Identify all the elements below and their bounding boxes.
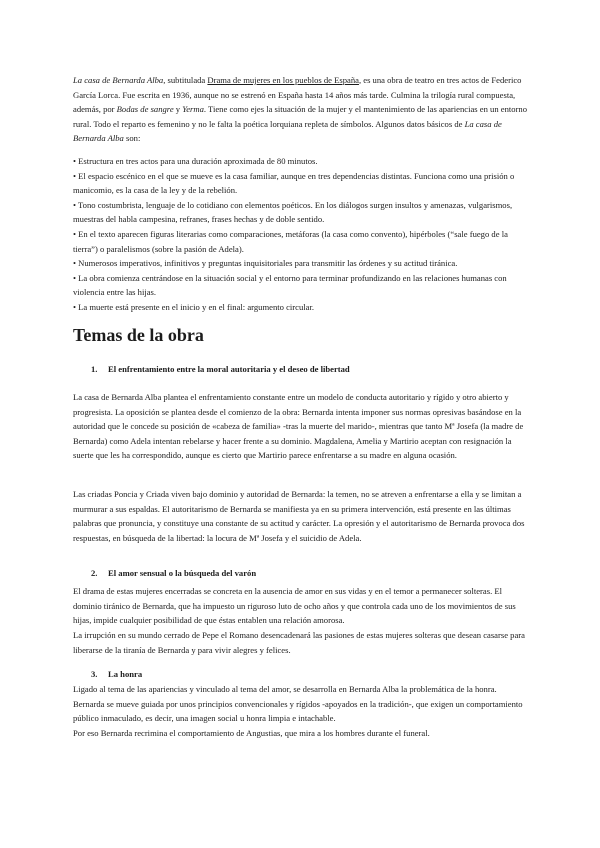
work-title: La casa de Bernarda Alba [73, 75, 164, 85]
intro-paragraph: La casa de Bernarda Alba, subtitulada Drama de mujeres en los pueblos de España, es una obra de teatro en tres actos de Federico García Lorca. Fue escrita en 1936, aunque no se estrenó en España hasta 14 años más tarde. Culmina la trilogía rural compuesta, además, por Bodas de sangre y Yerma. Tiene como ejes la situación de la mujer y el mantenimiento de las apariencias en un entorno rural. Todo el reparto es femenino y no le falta la poética lorquiana repleta de símbolos. Algunos datos básicos de La casa de Bernarda Alba son: [73, 75, 528, 144]
bullet-item: • La muerte está presente en el inicio y en el final: argumento circular. [73, 301, 314, 312]
bullet-list [73, 154, 528, 315]
bullet-item: • El espacio escénico en el que se mueve es la casa familiar, aunque en tres dependencias distintas. Funciona como una prisión o manicomio, es la casa de la ley y de la rebelión. [73, 170, 515, 196]
subsection-title-2: 2. El amor sensual o la búsqueda del varón [91, 568, 257, 578]
section-1-paragraph-1: La casa de Bernarda Alba plantea el enfrentamiento constante entre un modelo de conducta autoritario y rígido y otro abierto y progresista. La oposición se plantea desde el comienzo de la obra: Bernarda intenta imponer sus normas opresivas basándose en la autoridad que le concede su posición de «cabeza de familia» -tras la muerte del marido-, mientras que tanto Mª Josefa (la madre de Bernarda) como Adela intentan rebelarse y hacer frente a su dominio. Magdalena, Amelia y Martirio aceptan con resignación la suerte que les ha correspondido, aunque es cierto que Martirio parece enfrentarse a su madre en alguna ocasión. [73, 392, 524, 461]
section-heading: Temas de la obra [73, 325, 204, 345]
bullet-item: • La obra comienza centrándose en la situación social y el entorno para terminar profundizando en las relaciones humanas con violencia entre las hijas. [73, 272, 507, 298]
work-yerma: Yerma [182, 104, 204, 115]
section-1-paragraph-2: Las criadas Poncia y Criada viven bajo dominio y autoridad de Bernarda: la temen, no se atreven a enfrentarse a ella y se limitan a murmurar a sus espaldas. El autoritarismo de Bernarda se manifiesta ya en su primera intervención, está presente en las últimas palabras que pronuncia, y constituye una constante de su actitud y carácter. La opresión y el autoritarismo de Bernarda provoca dos respuestas, en búsqueda de la libertad: la locura de Mª Josefa y el suicidio de Adela. [73, 489, 525, 543]
subsection-title-3: 3. La honra [91, 669, 143, 679]
bullet-item: • Estructura en tres actos para una duración aproximada de 80 minutos. [73, 156, 318, 166]
section-2-paragraph-1: El drama de estas mujeres encerradas se concreta en la ausencia de amor en sus vidas y en el temor a permanecer solteras. El dominio tiránico de Bernarda, que ha impuesto un riguroso luto de ocho años y que controla cada uno de los movimientos de sus hijas, impide cualquier posibilidad de que éstas entablen una relación amorosa. [73, 586, 516, 626]
subtitle-link[interactable]: Drama de mujeres en los pueblos de España [207, 75, 359, 85]
bullet-item: • En el texto aparecen figuras literarias como comparaciones, metáforas (la casa como convento), hipérboles (“sale fuego de la tierra”) o paralelismos (sobre la pasión de Adela). [73, 228, 508, 254]
section-3-paragraph-2: Por eso Bernarda recrimina el comportamiento de Angustias, que mira a los hombres durante el funeral. [73, 728, 430, 738]
subsection-title-1: 1. El enfrentamiento entre la moral autoritaria y el deseo de libertad [91, 364, 350, 374]
work-title-2: La casa de Bernarda Alba [73, 118, 502, 144]
section-3-paragraph-1: Ligado al tema de las apariencias y vinculado al tema del amor, se desarrolla en Bernarda Alba la problemática de la honra. Bernarda se mueve guiada por unos principios convencionales y rígidos -apoyados en la tradición-, que exigen un comportamiento público inmaculado, es decir, una imagen social u honra limpia e intachable. [73, 684, 523, 724]
bullet-item: • Numerosos imperativos, infinitivos y preguntas inquisitoriales para transmitir las órdenes y su actitud tiránica. [73, 258, 458, 269]
bullet-item: • Tono costumbrista, lenguaje de lo cotidiano con elementos poéticos. En los diálogos surgen insultos y amenazas, vulgarismos, muestras del habla campesina, refranes, frases hechas y de doble sentido. [73, 199, 513, 225]
work-bodas: Bodas de sangre [116, 104, 174, 115]
section-2-paragraph-2: La irrupción en su mundo cerrado de Pepe el Romano desencadenará las pasiones de estas mujeres solteras que desean casarse para liberarse de la tiranía de Bernarda y para vivir alegres y felices. [73, 630, 525, 655]
